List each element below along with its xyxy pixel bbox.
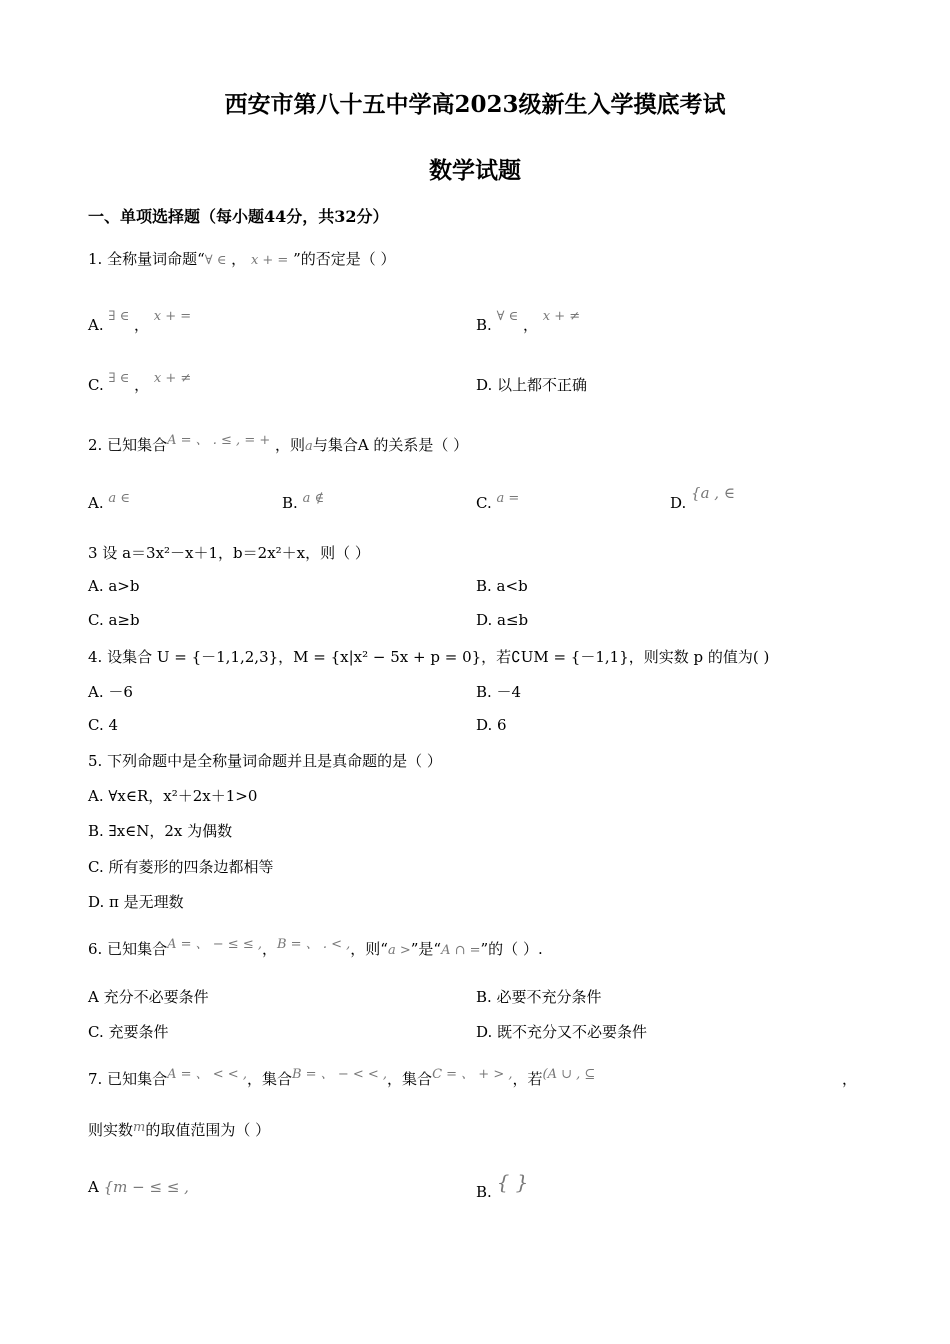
q5-option-b: B. ∃x∈N，2x 为偶数 bbox=[88, 822, 233, 840]
q7-option-b bbox=[476, 1170, 529, 1202]
q2-option-d-formula: {a , ∈ bbox=[691, 484, 735, 502]
q6-formula-2: B = 、 . < , bbox=[277, 937, 351, 952]
question-2-stem bbox=[88, 434, 468, 455]
q2-variable-a: a bbox=[305, 439, 313, 454]
q7-formula-3: C = 、 + > , bbox=[432, 1067, 513, 1082]
section-heading: 一、单项选择题（每小题44分，共32分） bbox=[88, 207, 389, 226]
question-4-stem: 4. 设集合 U = {－1,1,2,3}，M = {x|x² − 5x + p = 0}，若∁UM = {－1,1}，则实数 p 的值为( ) bbox=[88, 648, 770, 666]
q2-option-c-label: C. bbox=[476, 494, 492, 512]
q3-option-c: C. a≥b bbox=[88, 611, 140, 629]
q7-formula-2: B = 、 − < < , bbox=[291, 1067, 388, 1082]
q6-formula-1: A = 、 − ≤ ≤ , bbox=[167, 937, 262, 952]
q2-option-c-formula: a = bbox=[496, 491, 520, 506]
q7-formula-4: (A ∪ , ⊆ bbox=[542, 1067, 596, 1082]
q1-option-b-label: B. bbox=[476, 316, 492, 334]
q1-option-c bbox=[88, 371, 192, 395]
q7-option-a-formula: {m − ≤ ≤ , bbox=[103, 1178, 189, 1196]
q7-text-b: ，集合 bbox=[246, 1070, 292, 1088]
question-7-stem-line-2 bbox=[88, 1119, 270, 1140]
question-6-stem bbox=[88, 938, 543, 959]
q4-option-d: D. 6 bbox=[476, 716, 507, 734]
q1-option-b-formula: ∀ ∈ bbox=[496, 309, 519, 324]
q7-trailing-comma: ， bbox=[842, 1070, 858, 1088]
q7-text-2a: 则实数 bbox=[88, 1121, 134, 1139]
q6-text-c: ”是“ bbox=[410, 940, 442, 958]
q2-option-a bbox=[88, 491, 130, 512]
q6-option-b: B. 必要不充分条件 bbox=[476, 988, 602, 1006]
question-3-stem: 3 设 a＝3x²－x＋1，b＝2x²＋x，则（ ） bbox=[88, 544, 370, 562]
exam-subtitle: 数学试题 bbox=[429, 157, 521, 184]
q1-option-b bbox=[476, 309, 581, 335]
q2-formula-1: A = 、 . ≤ , = + bbox=[167, 433, 271, 448]
q7-option-b-formula: { } bbox=[496, 1170, 529, 1194]
q6-text-d: ”的（ ）. bbox=[480, 940, 543, 958]
q5-option-c: C. 所有菱形的四条边都相等 bbox=[88, 858, 274, 876]
question-1-stem bbox=[88, 248, 396, 269]
q1-text-b: ”的否定是（ ） bbox=[293, 250, 396, 268]
q5-option-d: D. π 是无理数 bbox=[88, 893, 184, 911]
q1-text-a: 1. 全称量词命题“ bbox=[88, 250, 205, 268]
q1-formula-1: ∀ ∈ bbox=[204, 253, 227, 268]
q1-formula-2: x + = bbox=[250, 253, 289, 268]
q7-text-c: ，集合 bbox=[387, 1070, 433, 1088]
q4-option-c: C. 4 bbox=[88, 716, 119, 734]
q7-option-a-label: A bbox=[88, 1178, 99, 1196]
q1-option-c-formula: ∃ ∈ bbox=[108, 371, 130, 386]
q2-option-b bbox=[282, 491, 325, 512]
q3-option-a: A. a>b bbox=[88, 577, 140, 595]
q7-text-a: 7. 已知集合 bbox=[88, 1070, 168, 1088]
q1-option-b-sep: ， bbox=[522, 316, 538, 334]
q6-formula-4: A ∩ = bbox=[441, 943, 481, 958]
q4-option-b: B. －4 bbox=[476, 683, 522, 701]
q6-option-a: A 充分不必要条件 bbox=[88, 988, 209, 1006]
q7-variable-m: m bbox=[133, 1120, 146, 1135]
q1-option-a-label: A. bbox=[88, 316, 104, 334]
q1-option-b-formula-2: x + ≠ bbox=[542, 309, 581, 324]
q6-sep: ， bbox=[261, 940, 277, 958]
q4-option-a: A. －6 bbox=[88, 683, 133, 701]
q2-text-a: 2. 已知集合 bbox=[88, 436, 168, 454]
q7-text-2b: 的取值范围为（ ） bbox=[145, 1121, 271, 1139]
q5-option-a: A. ∀x∈R，x²＋2x＋1>0 bbox=[88, 787, 258, 805]
q6-option-d: D. 既不充分又不必要条件 bbox=[476, 1023, 648, 1041]
q7-formula-1: A = 、 < < , bbox=[167, 1067, 247, 1082]
q7-text-d: ，若 bbox=[512, 1070, 543, 1088]
question-5-stem: 5. 下列命题中是全称量词命题并且是真命题的是（ ） bbox=[88, 752, 442, 770]
q1-option-c-formula-2: x + ≠ bbox=[153, 371, 192, 386]
q1-option-a-formula: ∃ ∈ bbox=[108, 309, 130, 324]
q1-sep: ， bbox=[231, 250, 247, 268]
q2-option-b-label: B. bbox=[282, 494, 298, 512]
q1-option-a-sep: ， bbox=[133, 316, 149, 334]
exam-title: 西安市第八十五中学高2023级新生入学摸底考试 bbox=[224, 91, 726, 118]
q2-option-b-formula: a ∉ bbox=[302, 491, 325, 506]
q2-option-d bbox=[670, 484, 735, 512]
q2-option-a-label: A. bbox=[88, 494, 104, 512]
q1-option-c-sep: ， bbox=[134, 376, 150, 394]
q6-text-b: ，则“ bbox=[350, 940, 388, 958]
q2-option-c bbox=[476, 491, 520, 512]
q3-option-b: B. a<b bbox=[476, 577, 528, 595]
q1-option-a-formula-2: x + = bbox=[153, 309, 192, 324]
q6-text-a: 6. 已知集合 bbox=[88, 940, 168, 958]
q7-option-b-label: B. bbox=[476, 1183, 492, 1201]
q2-option-a-formula: a ∈ bbox=[108, 491, 130, 506]
q1-option-a bbox=[88, 309, 192, 335]
q6-option-c: C. 充要条件 bbox=[88, 1023, 169, 1041]
question-7-stem bbox=[88, 1068, 595, 1089]
q3-option-d: D. a≤b bbox=[476, 611, 529, 629]
q2-option-d-label: D. bbox=[670, 494, 687, 512]
q2-text-c: 与集合A 的关系是（ ） bbox=[312, 436, 469, 454]
q2-text-b: ，则 bbox=[275, 436, 306, 454]
q1-option-c-label: C. bbox=[88, 376, 104, 394]
q6-formula-3: a > bbox=[387, 943, 411, 958]
q7-option-a bbox=[88, 1178, 189, 1196]
q1-option-d: D. 以上都不正确 bbox=[476, 376, 588, 394]
